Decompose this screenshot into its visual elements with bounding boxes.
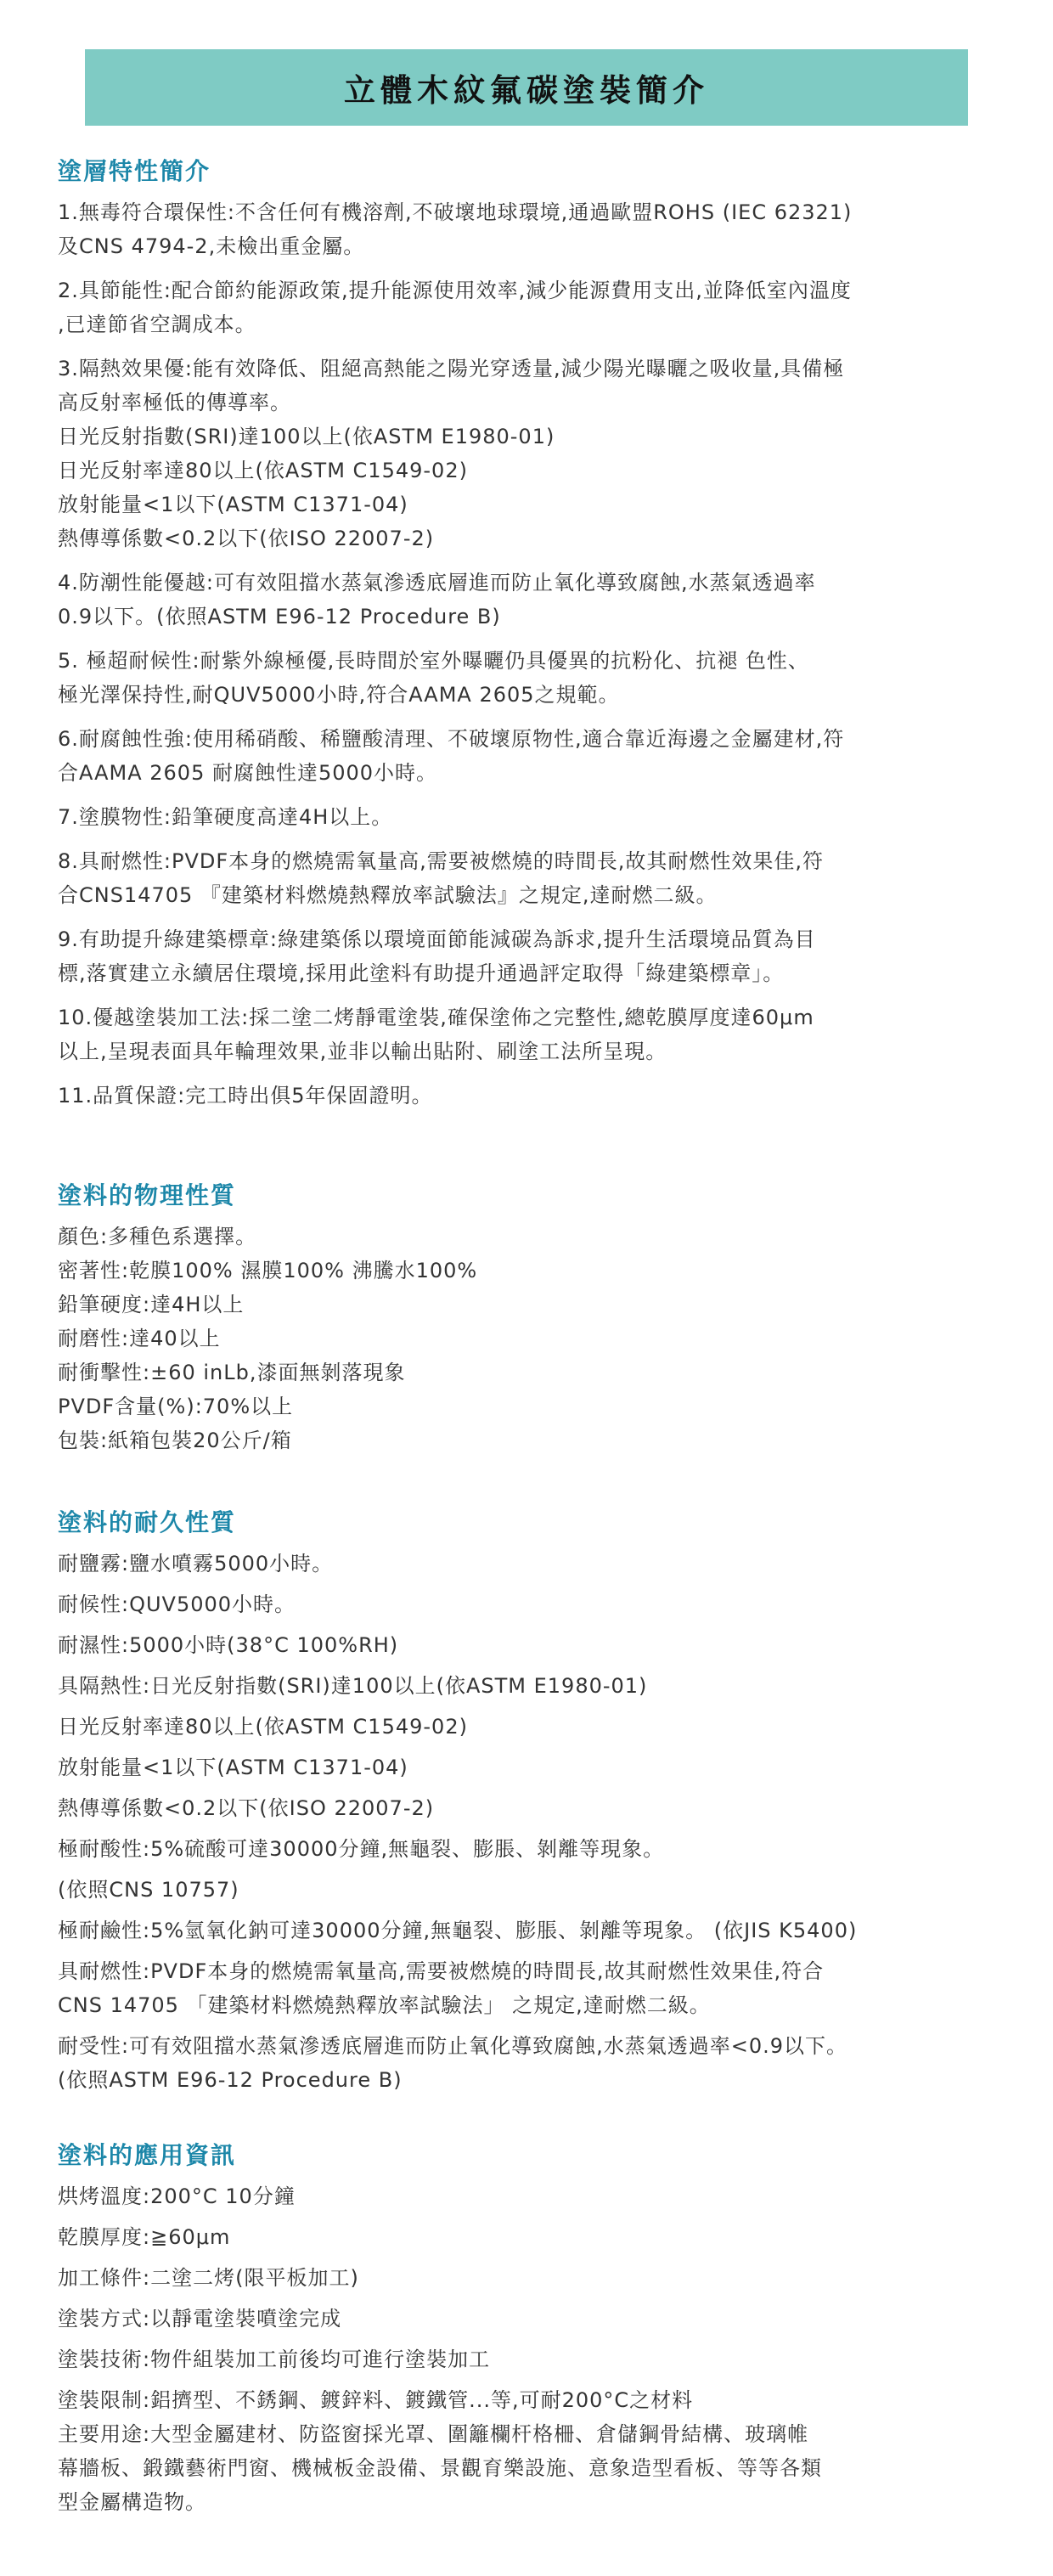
text-line: 顏色:多種色系選擇。 <box>58 1225 257 1249</box>
text-line: 耐衝擊性:±60 inLb,漆面無剝落現象 <box>58 1361 406 1384</box>
paragraph <box>58 2342 1009 2376</box>
text-line: ,已達節省空調成本。 <box>58 313 256 336</box>
text-line: 及CNS 4794-2,未檢出重金屬。 <box>58 234 365 258</box>
section-application-info <box>58 2139 1009 2519</box>
text-line: 3.隔熱效果優:能有效降低、阻絕高熱能之陽光穿透量,減少陽光曝曬之吸收量,具備極 <box>58 357 845 380</box>
text-line: 日光反射率達80以上(依ASTM C1549-02) <box>58 1715 468 1739</box>
text-line: 1.無毒符合環保性:不含任何有機溶劑,不破壞地球環境,通過歐盟ROHS (IEC 62321) <box>58 200 853 224</box>
section-durability-properties <box>58 1506 1009 2097</box>
text-line: 放射能量<1以下(ASTM C1371-04) <box>58 493 408 516</box>
text-line: 2.具節能性:配合節約能源政策,提升能源使用效率,減少能源費用支出,並降低室內溫度 <box>58 279 852 302</box>
paragraph <box>58 273 1009 341</box>
text-line: 塗裝限制:鋁擠型、不銹鋼、鍍鋅料、鍍鐵管...等,可耐200°C之材料 <box>58 2388 694 2412</box>
text-line: 耐候性:QUV5000小時。 <box>58 1592 296 1616</box>
text-line: 耐濕性:5000小時(38°C 100%RH) <box>58 1633 399 1657</box>
text-line: 加工條件:二塗二烤(限平板加工) <box>58 2266 359 2290</box>
paragraph <box>58 1791 1009 1825</box>
text-line: 鉛筆硬度:達4H以上 <box>58 1293 245 1316</box>
text-line: 塗裝技術:物件組裝加工前後均可進行塗裝加工 <box>58 2348 491 2371</box>
paragraph <box>58 1669 1009 1703</box>
section-physical-properties <box>58 1179 1009 1457</box>
text-line: 塗裝方式:以靜電塗裝噴塗完成 <box>58 2307 342 2331</box>
text-line: 日光反射指數(SRI)達100以上(依ASTM E1980-01) <box>58 425 555 448</box>
paragraph <box>58 800 1009 834</box>
text-line: 極光澤保持性,耐QUV5000小時,符合AAMA 2605之規範。 <box>58 683 620 707</box>
paragraph <box>58 2029 1009 2097</box>
section-heading: 塗料的耐久性質 <box>58 1508 237 1536</box>
paragraph <box>58 844 1009 912</box>
paragraph <box>58 1220 1009 1457</box>
paragraph <box>58 2220 1009 2254</box>
paragraph <box>58 1710 1009 1744</box>
text-line: 具耐燃性:PVDF本身的燃燒需氧量高,需要被燃燒的時間長,故其耐燃性效果佳,符合 <box>58 1959 825 1983</box>
text-line: 以上,呈現表面具年輪理效果,並非以輸出貼附、刷塗工法所呈現。 <box>58 1040 667 1063</box>
paragraph <box>58 2383 1009 2519</box>
paragraph <box>58 1547 1009 1581</box>
text-line: 標,落實建立永續居住環境,採用此塗料有助提升通過評定取得「綠建築標章」。 <box>58 961 785 985</box>
paragraph <box>58 1954 1009 2022</box>
text-line: 高反射率極低的傳導率。 <box>58 391 291 414</box>
text-line: (依照CNS 10757) <box>58 1878 239 1902</box>
paragraph <box>58 922 1009 990</box>
paragraph <box>58 2302 1009 2336</box>
text-line: (依照ASTM E96-12 Procedure B) <box>58 2068 403 2092</box>
text-line: 合CNS14705 『建築材料燃燒熱釋放率試驗法』之規定,達耐燃二級。 <box>58 883 718 907</box>
text-line: 極耐酸性:5%硫酸可達30000分鐘,無龜裂、膨脹、剝離等現象。 <box>58 1837 665 1861</box>
text-line: 5. 極超耐候性:耐紫外線極優,長時間於室外曝曬仍具優異的抗粉化、抗褪 色性、 <box>58 649 809 673</box>
section-heading: 塗料的應用資訊 <box>58 2141 237 2169</box>
text-line: 合AAMA 2605 耐腐蝕性達5000小時。 <box>58 761 438 785</box>
paragraph <box>58 2261 1009 2295</box>
paragraph <box>58 1079 1009 1113</box>
text-line: 10.優越塗裝加工法:採二塗二烤靜電塗裝,確保塗佈之完整性,總乾膜厚度達60μm <box>58 1006 814 1029</box>
paragraph <box>58 1587 1009 1621</box>
text-line: 0.9以下。(依照ASTM E96-12 Procedure B) <box>58 605 501 628</box>
title-banner <box>85 49 968 126</box>
text-line: 烘烤溫度:200°C 10分鐘 <box>58 2184 296 2208</box>
paragraph <box>58 1001 1009 1068</box>
paragraph <box>58 644 1009 712</box>
text-line: CNS 14705 「建築材料燃燒熱釋放率試驗法」 之規定,達耐燃二級。 <box>58 1993 711 2017</box>
paragraph <box>58 566 1009 634</box>
text-line: 熱傳導係數<0.2以下(依ISO 22007-2) <box>58 527 435 550</box>
text-line: 4.防潮性能優越:可有效阻擋水蒸氣滲透底層進而防止氧化導致腐蝕,水蒸氣透過率 <box>58 571 816 595</box>
text-line: 型金屬構造物。 <box>58 2490 206 2514</box>
text-line: 主要用途:大型金屬建材、防盜窗採光罩、圍籬欄杆格柵、倉儲鋼骨結構、玻璃帷 <box>58 2422 809 2446</box>
text-line: PVDF含量(%):70%以上 <box>58 1395 294 1418</box>
text-line: 耐磨性:達40以上 <box>58 1327 221 1350</box>
text-line: 6.耐腐蝕性強:使用稀硝酸、稀鹽酸清理、不破壞原物性,適合靠近海邊之金屬建材,符 <box>58 727 845 751</box>
text-line: 包裝:紙箱包裝20公斤/箱 <box>58 1429 292 1452</box>
text-line: 耐鹽霧:鹽水噴霧5000小時。 <box>58 1552 334 1575</box>
paragraph <box>58 1873 1009 1907</box>
paragraph <box>58 1750 1009 1784</box>
paragraph <box>58 722 1009 790</box>
section-heading: 塗料的物理性質 <box>58 1181 237 1209</box>
text-line: 乾膜厚度:≧60μm <box>58 2225 231 2249</box>
text-line: 7.塗膜物性:鉛筆硬度高達4H以上。 <box>58 805 393 829</box>
text-line: 極耐鹼性:5%氫氧化鈉可達30000分鐘,無龜裂、膨脹、剝離等現象。 (依JIS K5400) <box>58 1919 858 1942</box>
text-line: 耐受性:可有效阻擋水蒸氣滲透底層進而防止氧化導致腐蝕,水蒸氣透過率<0.9以下。 <box>58 2034 847 2058</box>
text-line: 9.有助提升綠建築標章:綠建築係以環境面節能減碳為訴求,提升生活環境品質為目 <box>58 927 816 951</box>
paragraph <box>58 1628 1009 1662</box>
paragraph <box>58 195 1009 263</box>
text-line: 密著性:乾膜100% 濕膜100% 沸騰水100% <box>58 1259 478 1282</box>
text-line: 8.具耐燃性:PVDF本身的燃燒需氧量高,需要被燃燒的時間長,故其耐燃性效果佳,符 <box>58 849 825 873</box>
page-title: 立體木紋氟碳塗裝簡介 <box>344 72 709 109</box>
paragraph <box>58 352 1009 555</box>
section-coating-features <box>58 155 1009 1113</box>
text-line: 具隔熱性:日光反射指數(SRI)達100以上(依ASTM E1980-01) <box>58 1674 648 1698</box>
paragraph <box>58 2179 1009 2213</box>
text-line: 幕牆板、鍛鐵藝術門窗、機械板金設備、景觀育樂設施、意象造型看板、等等各類 <box>58 2456 822 2480</box>
text-line: 放射能量<1以下(ASTM C1371-04) <box>58 1756 408 1779</box>
paragraph <box>58 1832 1009 1866</box>
text-line: 熱傳導係數<0.2以下(依ISO 22007-2) <box>58 1796 435 1820</box>
paragraph <box>58 1914 1009 1948</box>
section-heading: 塗層特性簡介 <box>58 157 211 185</box>
text-line: 日光反射率達80以上(依ASTM C1549-02) <box>58 459 468 482</box>
text-line: 11.品質保證:完工時出俱5年保固證明。 <box>58 1084 433 1108</box>
